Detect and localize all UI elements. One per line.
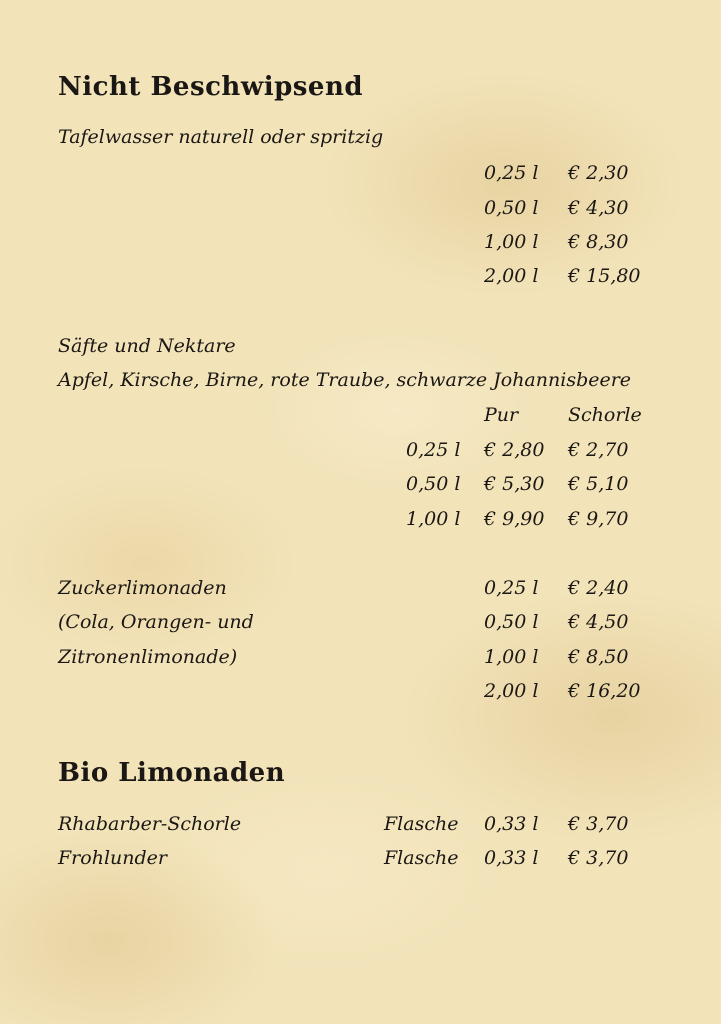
section-title-bio-limonaden: Bio Limonaden — [58, 758, 286, 788]
zucker-price: € 2,40 — [568, 577, 629, 599]
item-name-tafelwasser: Tafelwasser naturell oder spritzig — [58, 126, 384, 148]
saefte-price-pur: € 5,30 — [484, 473, 545, 495]
item-name-zuckerlimonaden: Zuckerlimonaden — [58, 577, 227, 599]
tafelwasser-size: 1,00 l — [484, 231, 539, 253]
saefte-price-pur: € 2,80 — [484, 439, 545, 461]
saefte-price-schorle: € 5,10 — [568, 473, 629, 495]
zucker-size: 0,50 l — [484, 611, 539, 633]
tafelwasser-price: € 8,30 — [568, 231, 629, 253]
tafelwasser-price: € 2,30 — [568, 162, 629, 184]
tafelwasser-price: € 15,80 — [568, 265, 641, 287]
saefte-price-schorle: € 9,70 — [568, 508, 629, 530]
zuckerlimonaden-desc-2: Zitronenlimonade) — [58, 646, 238, 668]
bio-price: € 3,70 — [568, 847, 629, 869]
container-label: Flasche — [384, 847, 459, 869]
zucker-size: 2,00 l — [484, 680, 539, 702]
saefte-price-pur: € 9,90 — [484, 508, 545, 530]
saefte-price-schorle: € 2,70 — [568, 439, 629, 461]
item-name-rhabarber-schorle: Rhabarber-Schorle — [58, 813, 242, 835]
bio-size: 0,33 l — [484, 813, 539, 835]
tafelwasser-price: € 4,30 — [568, 197, 629, 219]
column-header-schorle: Schorle — [568, 404, 642, 426]
item-name-frohlunder: Frohlunder — [58, 847, 167, 869]
zucker-price: € 8,50 — [568, 646, 629, 668]
tafelwasser-size: 2,00 l — [484, 265, 539, 287]
tafelwasser-size: 0,25 l — [484, 162, 539, 184]
saefte-varieties: Apfel, Kirsche, Birne, rote Traube, schwarze Johannisbeere — [58, 369, 632, 391]
bio-price: € 3,70 — [568, 813, 629, 835]
section-title-nicht-beschwipsend: Nicht Beschwipsend — [58, 72, 364, 102]
saefte-size: 1,00 l — [406, 508, 461, 530]
zucker-size: 0,25 l — [484, 577, 539, 599]
item-name-saefte: Säfte und Nektare — [58, 335, 236, 357]
zucker-size: 1,00 l — [484, 646, 539, 668]
saefte-size: 0,50 l — [406, 473, 461, 495]
zucker-price: € 16,20 — [568, 680, 641, 702]
tafelwasser-size: 0,50 l — [484, 197, 539, 219]
bio-size: 0,33 l — [484, 847, 539, 869]
zuckerlimonaden-desc-1: (Cola, Orangen- und — [58, 611, 254, 633]
container-label: Flasche — [384, 813, 459, 835]
zucker-price: € 4,50 — [568, 611, 629, 633]
column-header-pur: Pur — [484, 404, 519, 426]
saefte-size: 0,25 l — [406, 439, 461, 461]
